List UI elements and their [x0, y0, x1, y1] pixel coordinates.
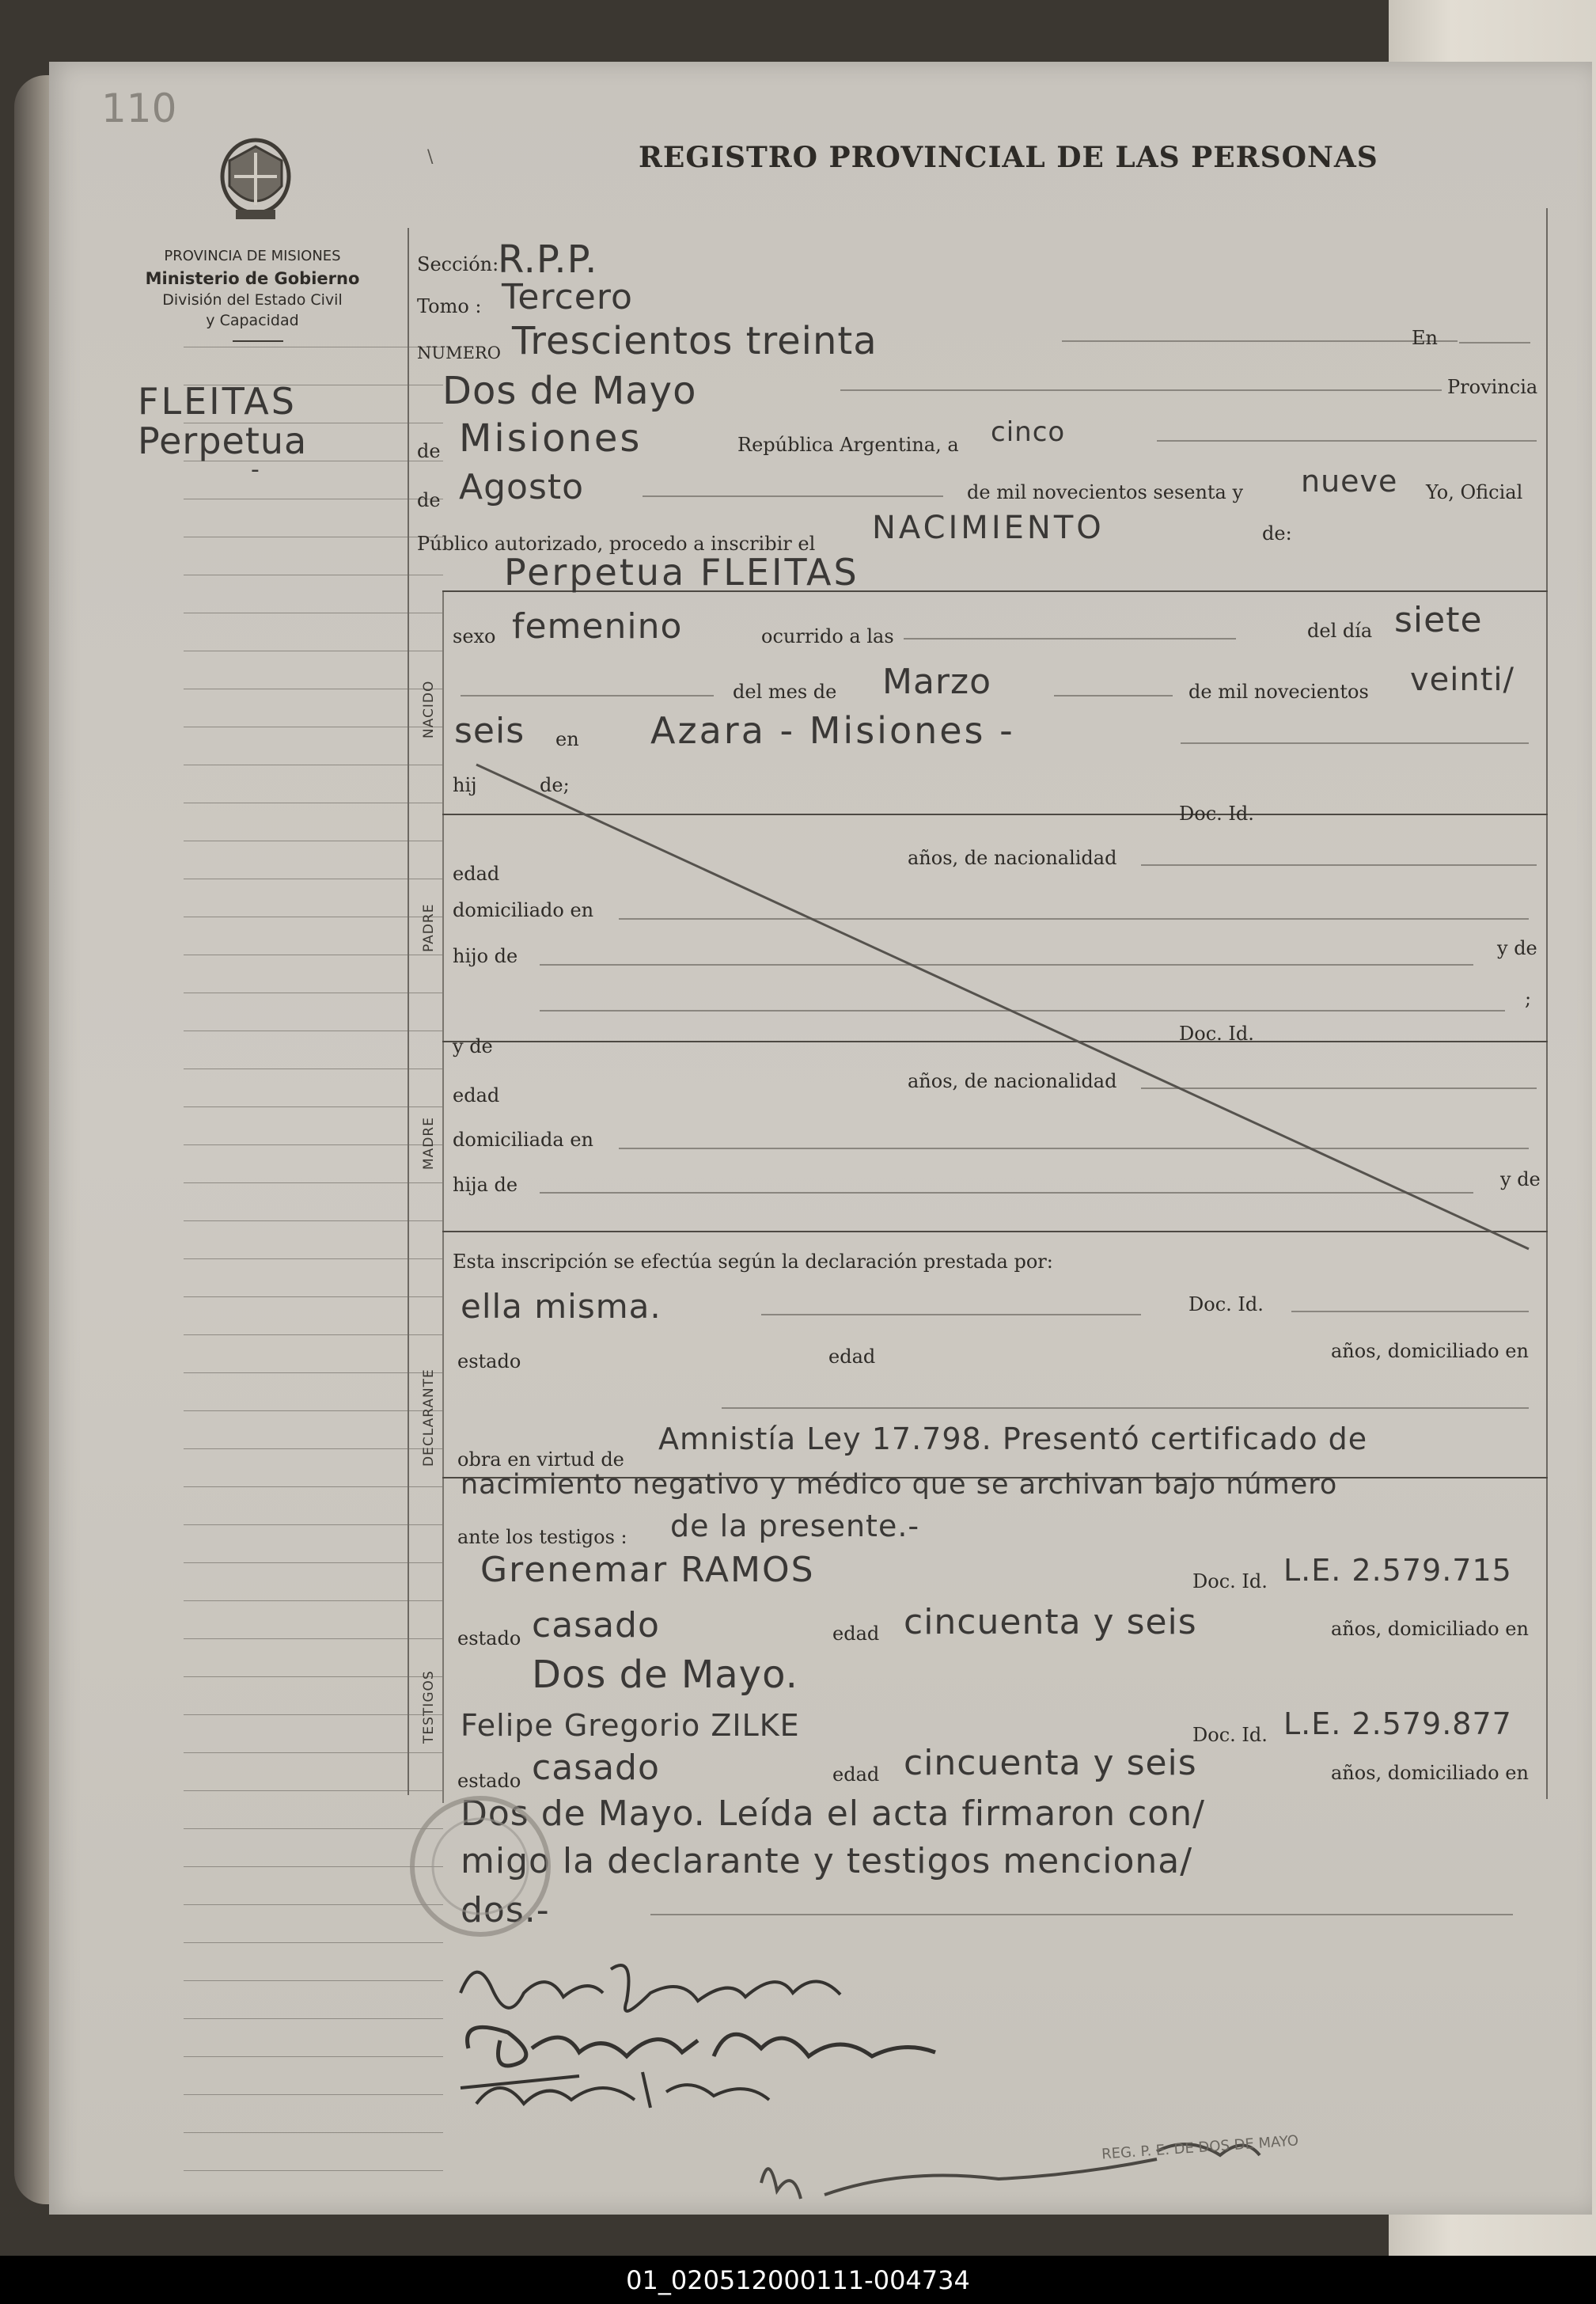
label-en: En: [1412, 327, 1438, 349]
form-left-rule: [408, 228, 409, 1795]
value-seccion: R.P.P.: [498, 237, 598, 282]
label-y-de-madre: y de: [1500, 1168, 1541, 1190]
label-domiciliada: domiciliada en: [453, 1129, 593, 1151]
value-dia-registro: cinco: [991, 416, 1066, 448]
label-declaracion: Esta inscripción se efectúa según la declaración prestada por:: [453, 1251, 1053, 1273]
label-declarante: DECLARANTE: [421, 1368, 437, 1467]
label-de-colon: de:: [1262, 522, 1292, 545]
label-republica: República Argentina, a: [737, 434, 959, 456]
strike-through-line: [468, 758, 1545, 1265]
label-hijo-de: hijo de: [453, 945, 518, 967]
label-nacido: NACIDO: [421, 680, 437, 738]
value-testigo2: Felipe Gregorio ZILKE: [461, 1708, 800, 1743]
label-hij: hij: [453, 774, 477, 796]
label-edad-testigo2: edad: [832, 1763, 880, 1786]
label-anos-nac-padre: años, de nacionalidad: [908, 847, 1117, 869]
value-testigo1-doc: L.E. 2.579.715: [1283, 1553, 1512, 1588]
label-sexo: sexo: [453, 625, 496, 647]
label-madre: MADRE: [421, 1117, 437, 1170]
value-testigo2-estado: casado: [532, 1748, 660, 1788]
label-anos-dom-testigo2: años, domiciliado en: [1331, 1762, 1529, 1784]
page-number: 110: [101, 85, 177, 131]
label-doc-id-padre: Doc. Id.: [1179, 1023, 1254, 1045]
value-cierre-1: Dos de Mayo. Leída el acta firmaron con/: [461, 1793, 1205, 1834]
label-en2: en: [555, 728, 579, 750]
label-seccion: Sección:: [417, 253, 499, 275]
fill-line: [722, 1407, 1529, 1409]
label-semicolon: ;: [1525, 988, 1532, 1010]
tick-mark: \: [427, 147, 434, 167]
value-anio-a: veinti/: [1410, 662, 1515, 698]
fill-line: [1157, 440, 1537, 442]
value-cierre-3: dos.-: [461, 1890, 550, 1930]
archive-id: 01_020512000111-004734: [626, 2265, 970, 2295]
register-page: [49, 62, 1592, 2215]
fill-line: [643, 495, 943, 497]
label-edad-declarante: edad: [828, 1346, 876, 1368]
value-testigo1-estado: casado: [532, 1605, 660, 1645]
label-estado-declarante: estado: [457, 1350, 521, 1372]
coat-of-arms-icon: [212, 137, 299, 224]
value-testigo2-edad: cincuenta y seis: [904, 1743, 1197, 1783]
margin-mark: -: [251, 456, 260, 484]
label-edad-padre: edad: [453, 863, 500, 885]
register-title: REGISTRO PROVINCIAL DE LAS PERSONAS: [639, 141, 1378, 174]
stamp-text: REG. P. E. DE DOS DE MAYO: [1101, 2132, 1299, 2163]
label-provincia: Provincia: [1447, 376, 1538, 398]
label-publico: Público autorizado, procedo a inscribir el: [417, 533, 816, 555]
issuer-province: PROVINCIA DE MISIONES: [164, 248, 341, 264]
label-estado-testigo2: estado: [457, 1770, 521, 1792]
fill-line: [461, 695, 714, 697]
value-declarante: ella misma.: [461, 1287, 662, 1326]
value-obra-3: de la presente.-: [670, 1509, 920, 1543]
issuer-ministry: Ministerio de Gobierno: [145, 269, 360, 288]
label-ante-testigos: ante los testigos :: [457, 1526, 627, 1548]
label-del-dia: del día: [1307, 620, 1373, 642]
label-de-mil: de mil novecientos: [1188, 681, 1369, 703]
value-tomo: Tercero: [502, 277, 633, 317]
value-lugar: Dos de Mayo: [442, 369, 697, 413]
value-nombre: Perpetua FLEITAS: [504, 551, 859, 594]
value-testigo1-dom: Dos de Mayo.: [532, 1653, 798, 1697]
form-right-rule: [1546, 208, 1548, 1799]
label-hija-de: hija de: [453, 1174, 518, 1196]
label-edad-madre: edad: [453, 1084, 500, 1106]
value-sexo: femenino: [512, 606, 683, 647]
issuer-division: División del Estado Civil: [162, 291, 343, 309]
fill-line: [1181, 742, 1529, 744]
fill-line: [761, 1314, 1141, 1315]
label-tomo: Tomo :: [417, 295, 482, 317]
label-numero: NUMERO: [417, 344, 501, 362]
label-padre: PADRE: [421, 903, 437, 952]
issuer-capacidad: y Capacidad: [206, 312, 299, 329]
fill-line: [1054, 695, 1173, 697]
value-anio-registro: nueve: [1301, 464, 1398, 499]
value-testigo2-doc: L.E. 2.579.877: [1283, 1706, 1512, 1741]
value-mes: Marzo: [882, 662, 992, 702]
round-stamp-icon: [401, 1787, 559, 1945]
label-doc-id-testigo1: Doc. Id.: [1192, 1570, 1268, 1592]
fill-line: [1291, 1311, 1529, 1312]
label-yo-oficial: Yo, Oficial: [1426, 481, 1523, 503]
value-acto: NACIMIENTO: [872, 510, 1105, 546]
archive-footer: [0, 2256, 1596, 2304]
value-testigo1-edad: cincuenta y seis: [904, 1602, 1197, 1642]
label-y-de-madre-head: y de: [453, 1035, 493, 1057]
label-del-mes: del mes de: [733, 681, 837, 703]
fill-line: [1062, 340, 1458, 342]
label-de3: de;: [540, 774, 570, 796]
fill-line: [650, 1914, 1513, 1915]
label-doc-id-nacido: Doc. Id.: [1179, 803, 1254, 825]
label-ocurrido: ocurrido a las: [761, 625, 894, 647]
value-testigo1: Grenemar RAMOS: [480, 1550, 815, 1590]
label-doc-id-declarante: Doc. Id.: [1188, 1293, 1264, 1315]
label-anos-dom-testigo1: años, domiciliado en: [1331, 1618, 1529, 1640]
label-anos-dom-declarante: años, domiciliado en: [1331, 1340, 1529, 1362]
label-testigos: TESTIGOS: [421, 1670, 437, 1744]
value-provincia: Misiones: [459, 416, 643, 461]
margin-surname: FLEITAS: [138, 380, 297, 423]
fill-line: [1459, 342, 1530, 344]
label-estado-testigo1: estado: [457, 1627, 521, 1649]
fill-line: [840, 389, 1442, 391]
label-mil-sesenta: de mil novecientos sesenta y: [967, 481, 1244, 503]
value-cierre-2: migo la declarante y testigos menciona/: [461, 1841, 1193, 1881]
label-edad-testigo1: edad: [832, 1623, 880, 1645]
value-obra-1: Amnistía Ley 17.798. Presentó certificado de: [658, 1421, 1368, 1456]
margin-given-name: Perpetua: [138, 419, 308, 462]
label-de2: de: [417, 489, 441, 511]
label-domiciliado-padre: domiciliado en: [453, 899, 594, 921]
value-lugar-nac: Azara - Misiones -: [650, 709, 1015, 752]
label-y-de-padre: y de: [1497, 937, 1537, 959]
section-label-rule: [442, 592, 444, 1803]
value-numero: Trescientos treinta: [512, 319, 878, 363]
value-dia: siete: [1394, 600, 1483, 640]
fill-line: [904, 638, 1236, 640]
label-anos-nac-madre: años, de nacionalidad: [908, 1070, 1117, 1092]
label-obra: obra en virtud de: [457, 1448, 624, 1471]
value-obra-2: nacimiento negativo y médico que se archivan bajo número: [461, 1469, 1338, 1501]
value-mes-registro: Agosto: [459, 467, 585, 507]
label-doc-id-testigo2: Doc. Id.: [1192, 1724, 1268, 1746]
value-anio-b: seis: [454, 711, 525, 751]
label-de: de: [417, 440, 441, 462]
issuer-rule: [233, 340, 283, 342]
